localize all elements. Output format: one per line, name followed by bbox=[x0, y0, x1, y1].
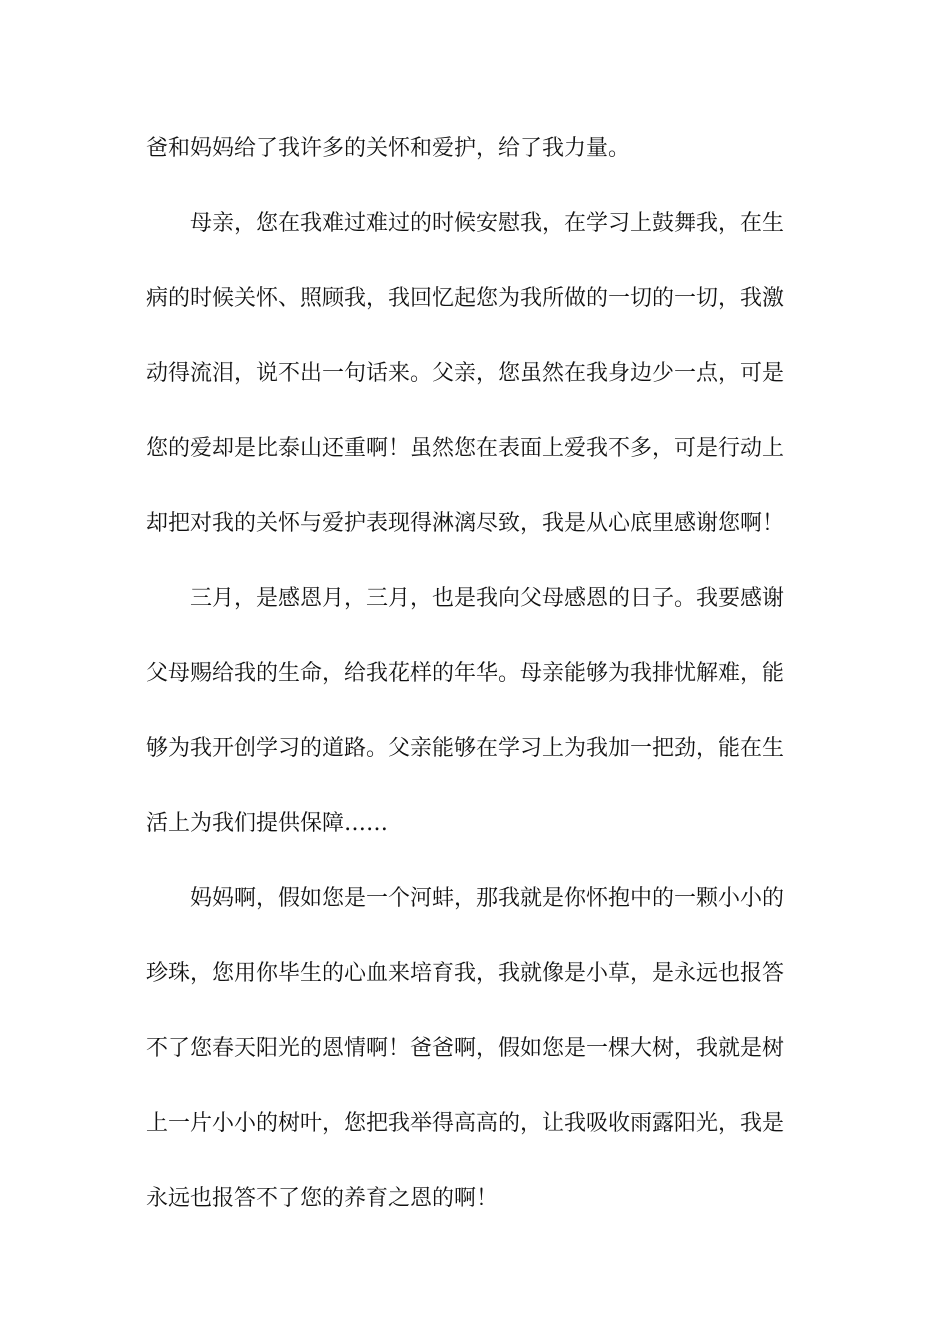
line-gap bbox=[146, 1068, 808, 1106]
text-line: 永远也报答不了您的养育之恩的啊！ bbox=[146, 1186, 499, 1211]
line-gap bbox=[146, 543, 808, 581]
line-gap bbox=[146, 618, 808, 656]
text-line: 三月，是感恩月，三月，也是我向父母感恩的日子。我要感谢 bbox=[146, 586, 785, 611]
text-line: 上一片小小的树叶，您把我举得高高的，让我吸收雨露阳光，我是 bbox=[146, 1111, 785, 1136]
line-gap bbox=[146, 168, 808, 206]
text-line: 父母赐给我的生命，给我花样的年华。母亲能够为我排忧解难，能 bbox=[146, 661, 785, 686]
text-line: 珍珠，您用你毕生的心血来培育我，我就像是小草，是永远也报答 bbox=[146, 961, 785, 986]
text-line: 爸和妈妈给了我许多的关怀和爱护，给了我力量。 bbox=[146, 136, 631, 161]
line-gap bbox=[146, 468, 808, 506]
line-gap bbox=[146, 393, 808, 431]
line-gap bbox=[146, 318, 808, 356]
body-text bbox=[146, 130, 808, 1218]
line-gap bbox=[146, 243, 808, 281]
text-line: 够为我开创学习的道路。父亲能够在学习上为我加一把劲，能在生 bbox=[146, 736, 785, 761]
text-line: 妈妈啊，假如您是一个河蚌，那我就是你怀抱中的一颗小小的 bbox=[146, 886, 785, 911]
line-gap bbox=[146, 1143, 808, 1181]
text-line: 却把对我的关怀与爱护表现得淋漓尽致，我是从心底里感谢您啊！ bbox=[146, 511, 785, 536]
text-line: 病的时候关怀、照顾我，我回忆起您为我所做的一切的一切，我激 bbox=[146, 286, 785, 311]
line-gap bbox=[146, 693, 808, 731]
text-line: 母亲，您在我难过难过的时候安慰我，在学习上鼓舞我，在生 bbox=[146, 211, 785, 236]
line-gap bbox=[146, 843, 808, 881]
line-gap bbox=[146, 768, 808, 806]
text-line: 不了您春天阳光的恩情啊！爸爸啊，假如您是一棵大树，我就是树 bbox=[146, 1036, 785, 1061]
text-line: 动得流泪，说不出一句话来。父亲，您虽然在我身边少一点，可是 bbox=[146, 361, 785, 386]
text-line: 您的爱却是比泰山还重啊！虽然您在表面上爱我不多，可是行动上 bbox=[146, 436, 785, 461]
text-line: 活上为我们提供保障…… bbox=[146, 811, 389, 836]
line-gap bbox=[146, 918, 808, 956]
line-gap bbox=[146, 993, 808, 1031]
